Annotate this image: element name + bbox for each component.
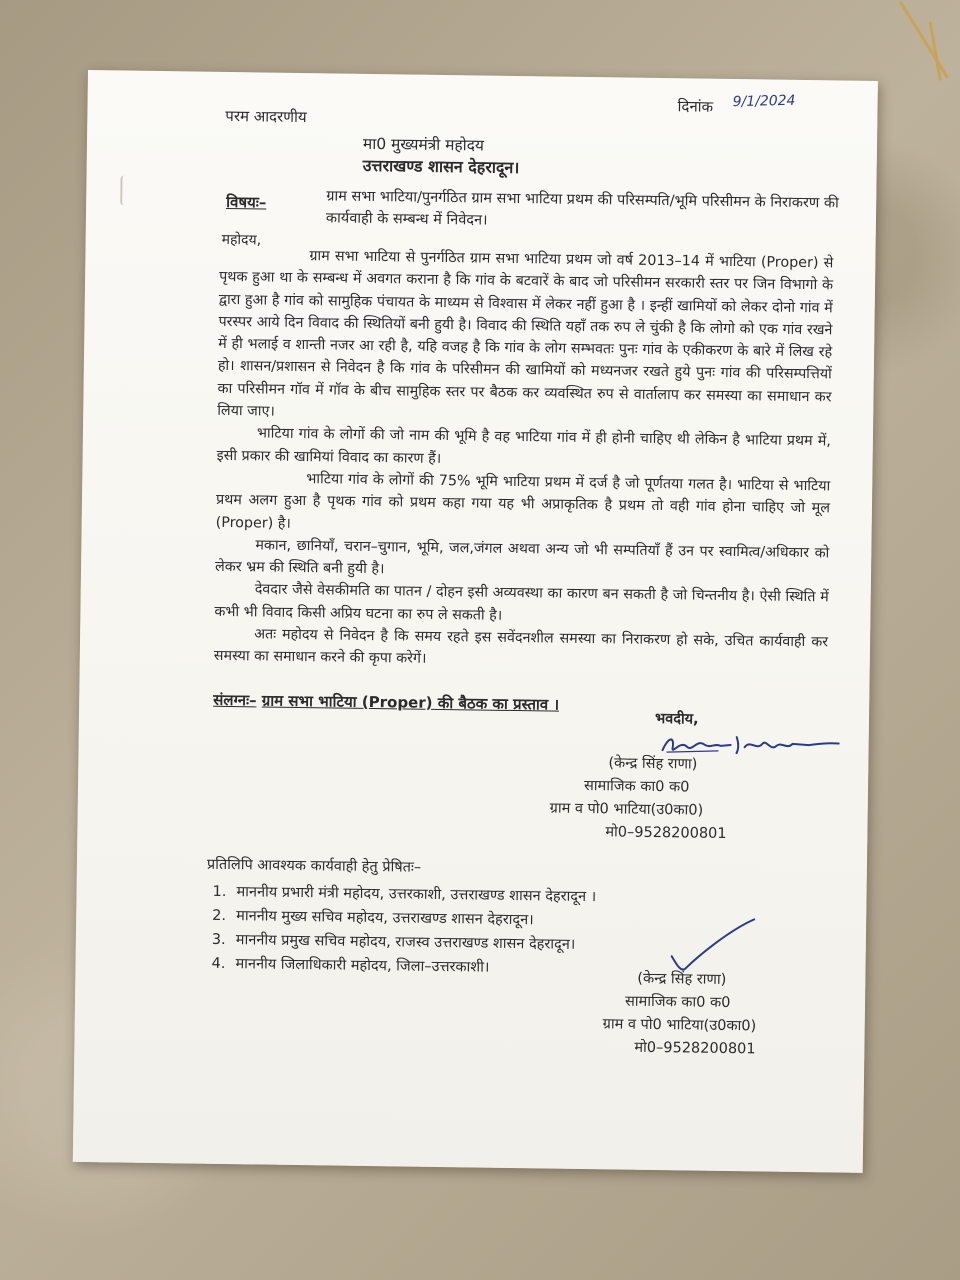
body-paragraph-3: भाटिया गांव के लोगों की 75% भूमि भाटिया प्रथम में दर्ज है जो पूर्णतया गलत है। भाटिया से भाटिया प्रथम अलग हुआ है पृथक गांव को प्रथम कहा गया यह भी अप्राकृतिक है प्रथम तो वही गांव होना चाहिए जो मूल (Proper) है। bbox=[215, 471, 831, 532]
body-paragraph-1: ग्राम सभा भाटिया से पुनर्गठित ग्राम सभा भाटिया प्रथम जो वर्ष 2013–14 में भाटिया (Proper) से पृथक हुआ था के सम्बन्ध में अवगत कराना है कि गांव के बटवारें के बाद जो परिसीमन सरकारी स्तर पर जिन विभागो के द्वारा हुआ है गांव को सामुहिक पंचायत के माध्यम से विश्वास में लेकर नहीं हुआ है । इन्हीं खामियों को लेकर दोनो गांव में परस्पर आये दिन विवाद की स्थितियों बनी हुयी है। विवाद की स्थिति यहाँ तक रुप ले चुंकी है कि लोगो को एक गांव रखने में ही भलाई व शान्ती नजर आ रही है, यहि वजह है कि गांव के लोग सम्भवतः पुनः गांव के एकीकरण के बारे में लिख रहे हो। शासन/प्रशासन से निवेदन है कि गांव के परिसीमन की खामियों को मध्यनजर रखते हुये पुनः गांव की परिसम्पत्तियों का परिसीमन गॉव में गॉव के बीच सामुहिक स्तर पर बैठक कर व्यवस्थित रुप से वार्तालाप कर समस्या का समाधान कर लिया जाए। bbox=[217, 248, 834, 420]
list-item: 2. माननीय मुख्य सचिव महोदय, उत्तराखण्ड शासन देहरादून। bbox=[212, 907, 534, 929]
signer-name: (केन्द्र सिंह राणा) bbox=[608, 755, 698, 773]
date-label: दिनांक bbox=[677, 97, 714, 116]
list-item: 4. माननीय जिलाधिकारी महोदय, जिला–उत्तरकाशी। bbox=[211, 955, 490, 976]
enclosure-text: ग्राम सभा भाटिया (Proper) की बैठक का प्रस्ताव । bbox=[261, 691, 560, 714]
handwritten-signature bbox=[658, 728, 848, 761]
salutation: परम आदरणीय bbox=[225, 106, 307, 127]
greeting: महोदय, bbox=[221, 231, 262, 249]
letter-page bbox=[73, 70, 878, 1173]
signer-address: ग्राम व पो0 भाटिया(उ0का0) bbox=[602, 1016, 757, 1035]
straw-1 bbox=[899, 1, 949, 79]
signer-title: सामाजिक का0 क0 bbox=[624, 993, 731, 1012]
subject-text: ग्राम सभा भाटिया/पुनर्गठित ग्राम सभा भाटिया प्रथम की परिसम्पति/भूमि परिसीमन के निराकरण की कार्यवाही के सम्बन्ध में निवेदन। bbox=[325, 188, 839, 229]
enclosure bbox=[213, 690, 559, 715]
letter-body bbox=[214, 244, 834, 676]
signer-phone: मो0–9528200801 bbox=[634, 1039, 756, 1058]
signer-address: ग्राम व पो0 भाटिया(उ0का0) bbox=[549, 800, 704, 819]
signature-block-2 bbox=[602, 967, 855, 1062]
signer-phone: मो0–9528200801 bbox=[605, 824, 727, 842]
signer-title: सामाजिक का0 क0 bbox=[583, 777, 690, 796]
copies-list bbox=[211, 880, 596, 981]
enclosure-label: संलग्नः– bbox=[213, 690, 257, 710]
paper-fold-mark bbox=[120, 175, 130, 205]
signer-name: (केन्द्र सिंह राणा) bbox=[637, 970, 727, 989]
list-item: 1. माननीय प्रभारी मंत्री महोदय, उत्तरकाशी, उत्तराखण्ड शासन देहरादून । bbox=[212, 883, 597, 906]
closing: भवदीय, bbox=[654, 710, 699, 728]
subject-label: विषयः– bbox=[226, 192, 267, 212]
list-item: 3. माननीय प्रमुख सचिव महोदय, राजस्व उत्तराखण्ड शासन देहरादून। bbox=[211, 931, 576, 953]
date-value: 9/1/2024 bbox=[732, 92, 796, 111]
addressee-line-1: मा0 मुख्यमंत्री महोदय bbox=[362, 134, 485, 155]
addressee-line-2: उत्तराखण्ड शासन देहरादून। bbox=[362, 155, 520, 178]
body-paragraph-5: देवदार जैसे वेसकीमति का पातन / दोहन इसी अव्यवस्था का कारण बन सकती है जो चिन्तनीय है। ऐसी स्थिति में कभी भी विवाद किसी अप्रिय घटना का रुप ले सकती है। bbox=[214, 581, 829, 624]
body-paragraph-2: भाटिया गांव के लोगों की जो नाम की भूमि है वह भाटिया गांव में ही होनी चाहिए थी लेकिन है भाटिया प्रथम में, इसी प्रकार की खामियां विवाद का कारण हैं। bbox=[216, 425, 831, 467]
copies-heading: प्रतिलिपि आवश्यक कार्यवाही हेतु प्रेषितः– bbox=[206, 856, 422, 876]
body-paragraph-6: अतः महोदय से निवेदन है कि समय रहते इस सवेंदनशील समस्या का निराकरण हो सके, उचित कार्यवाही कर समस्या का समाधान करने की कृपा करेगें। bbox=[213, 626, 829, 668]
body-paragraph-4: मकान, छानियाँ, चरान–चुगान, भूमि, जल,जंगल अथवा अन्य जो भी सम्पतियाँ हैं उन पर स्वामित्व/अधिकार को लेकर भ्रम की स्थिति बनी हुयी है। bbox=[214, 537, 830, 578]
